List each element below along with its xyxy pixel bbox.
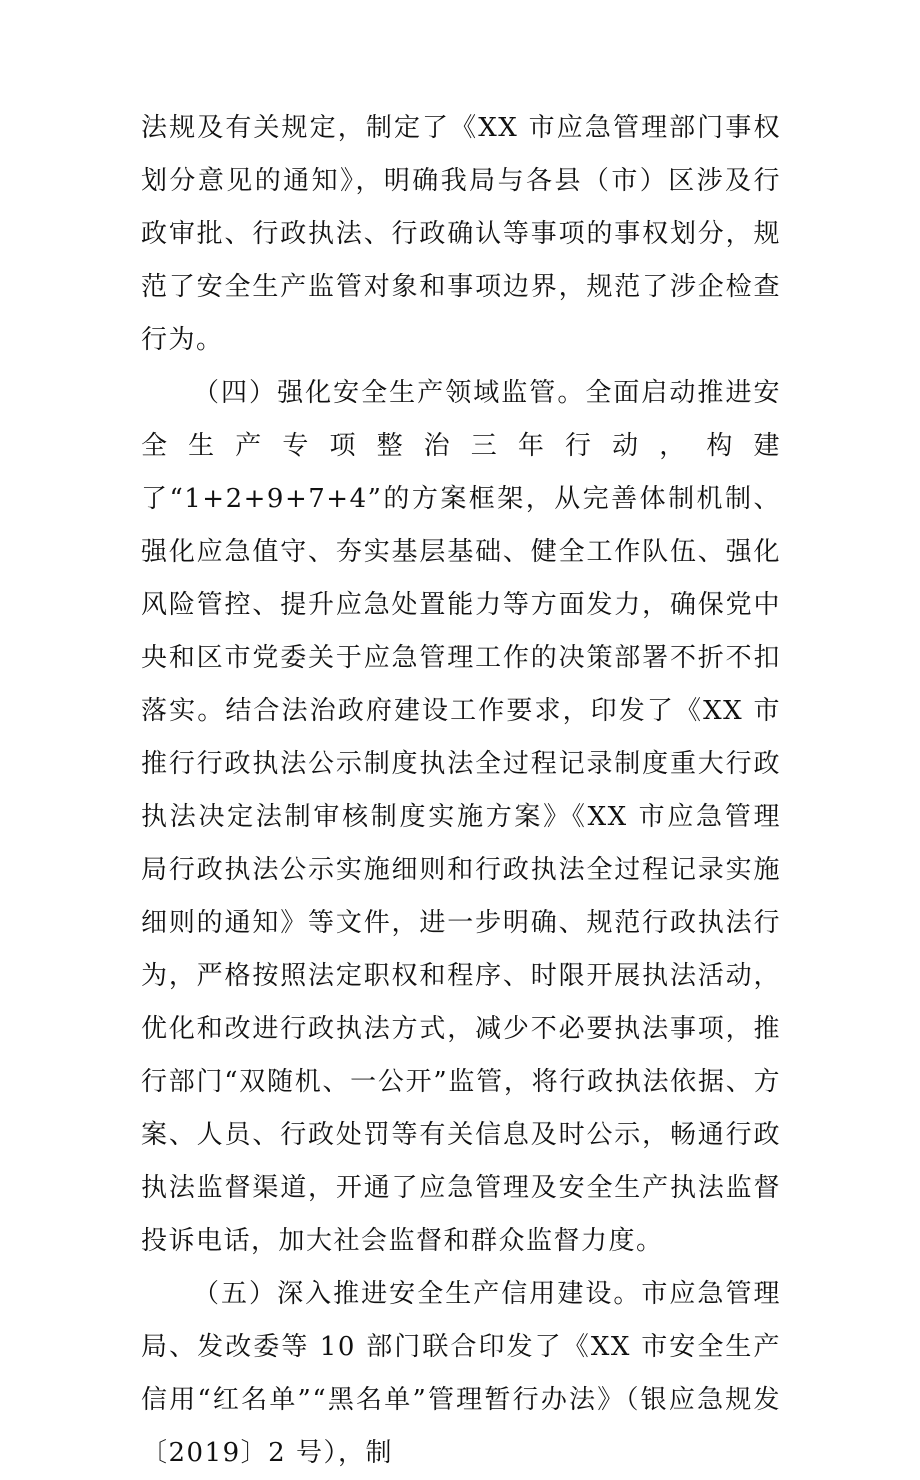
paragraph-section-four: （四）强化安全生产领域监管。全面启动推进安全生产专项整治三年行动，构建了“1+2+9+7+4”的方案框架，从完善体制机制、强化应急值守、夯实基层基础、健全工作队伍、强化风险管控、提升应急处置能力等方面发力，确保党中央和区市党委关于应急管理工作的决策部署不折不扣落实。结合法治政府建设工作要求，印发了《XX 市推行行政执法公示制度执法全过程记录制度重大行政执法决定法制审核制度实施方案》《XX 市应急管理局行政执法公示实施细则和行政执法全过程记录实施细则的通知》等文件，进一步明确、规范行政执法行为，严格按照法定职权和程序、时限开展执法活动，优化和改进行政执法方式，减少不必要执法事项，推行部门“双随机、一公开”监管，将行政执法依据、方案、人员、行政处罚等有关信息及时公示，畅通行政执法监督渠道，开通了应急管理及安全生产执法监督投诉电话，加大社会监督和群众监督力度。 <box>141 378 781 1256</box>
paragraph-continuation: 法规及有关规定，制定了《XX 市应急管理部门事权划分意见的通知》，明确我局与各县（市）区涉及行政审批、行政执法、行政确认等事项的事权划分，规范了安全生产监管对象和事项边界，规范了涉企检查行为。 <box>141 113 781 355</box>
paragraph-section-five: （五）深入推进安全生产信用建设。市应急管理局、发改委等 10 部门联合印发了《XX 市安全生产信用“红名单”“黑名单”管理暂行办法》（银应急规发〔2019〕2 号），制 <box>141 1279 781 1468</box>
document-body <box>141 102 781 1480</box>
